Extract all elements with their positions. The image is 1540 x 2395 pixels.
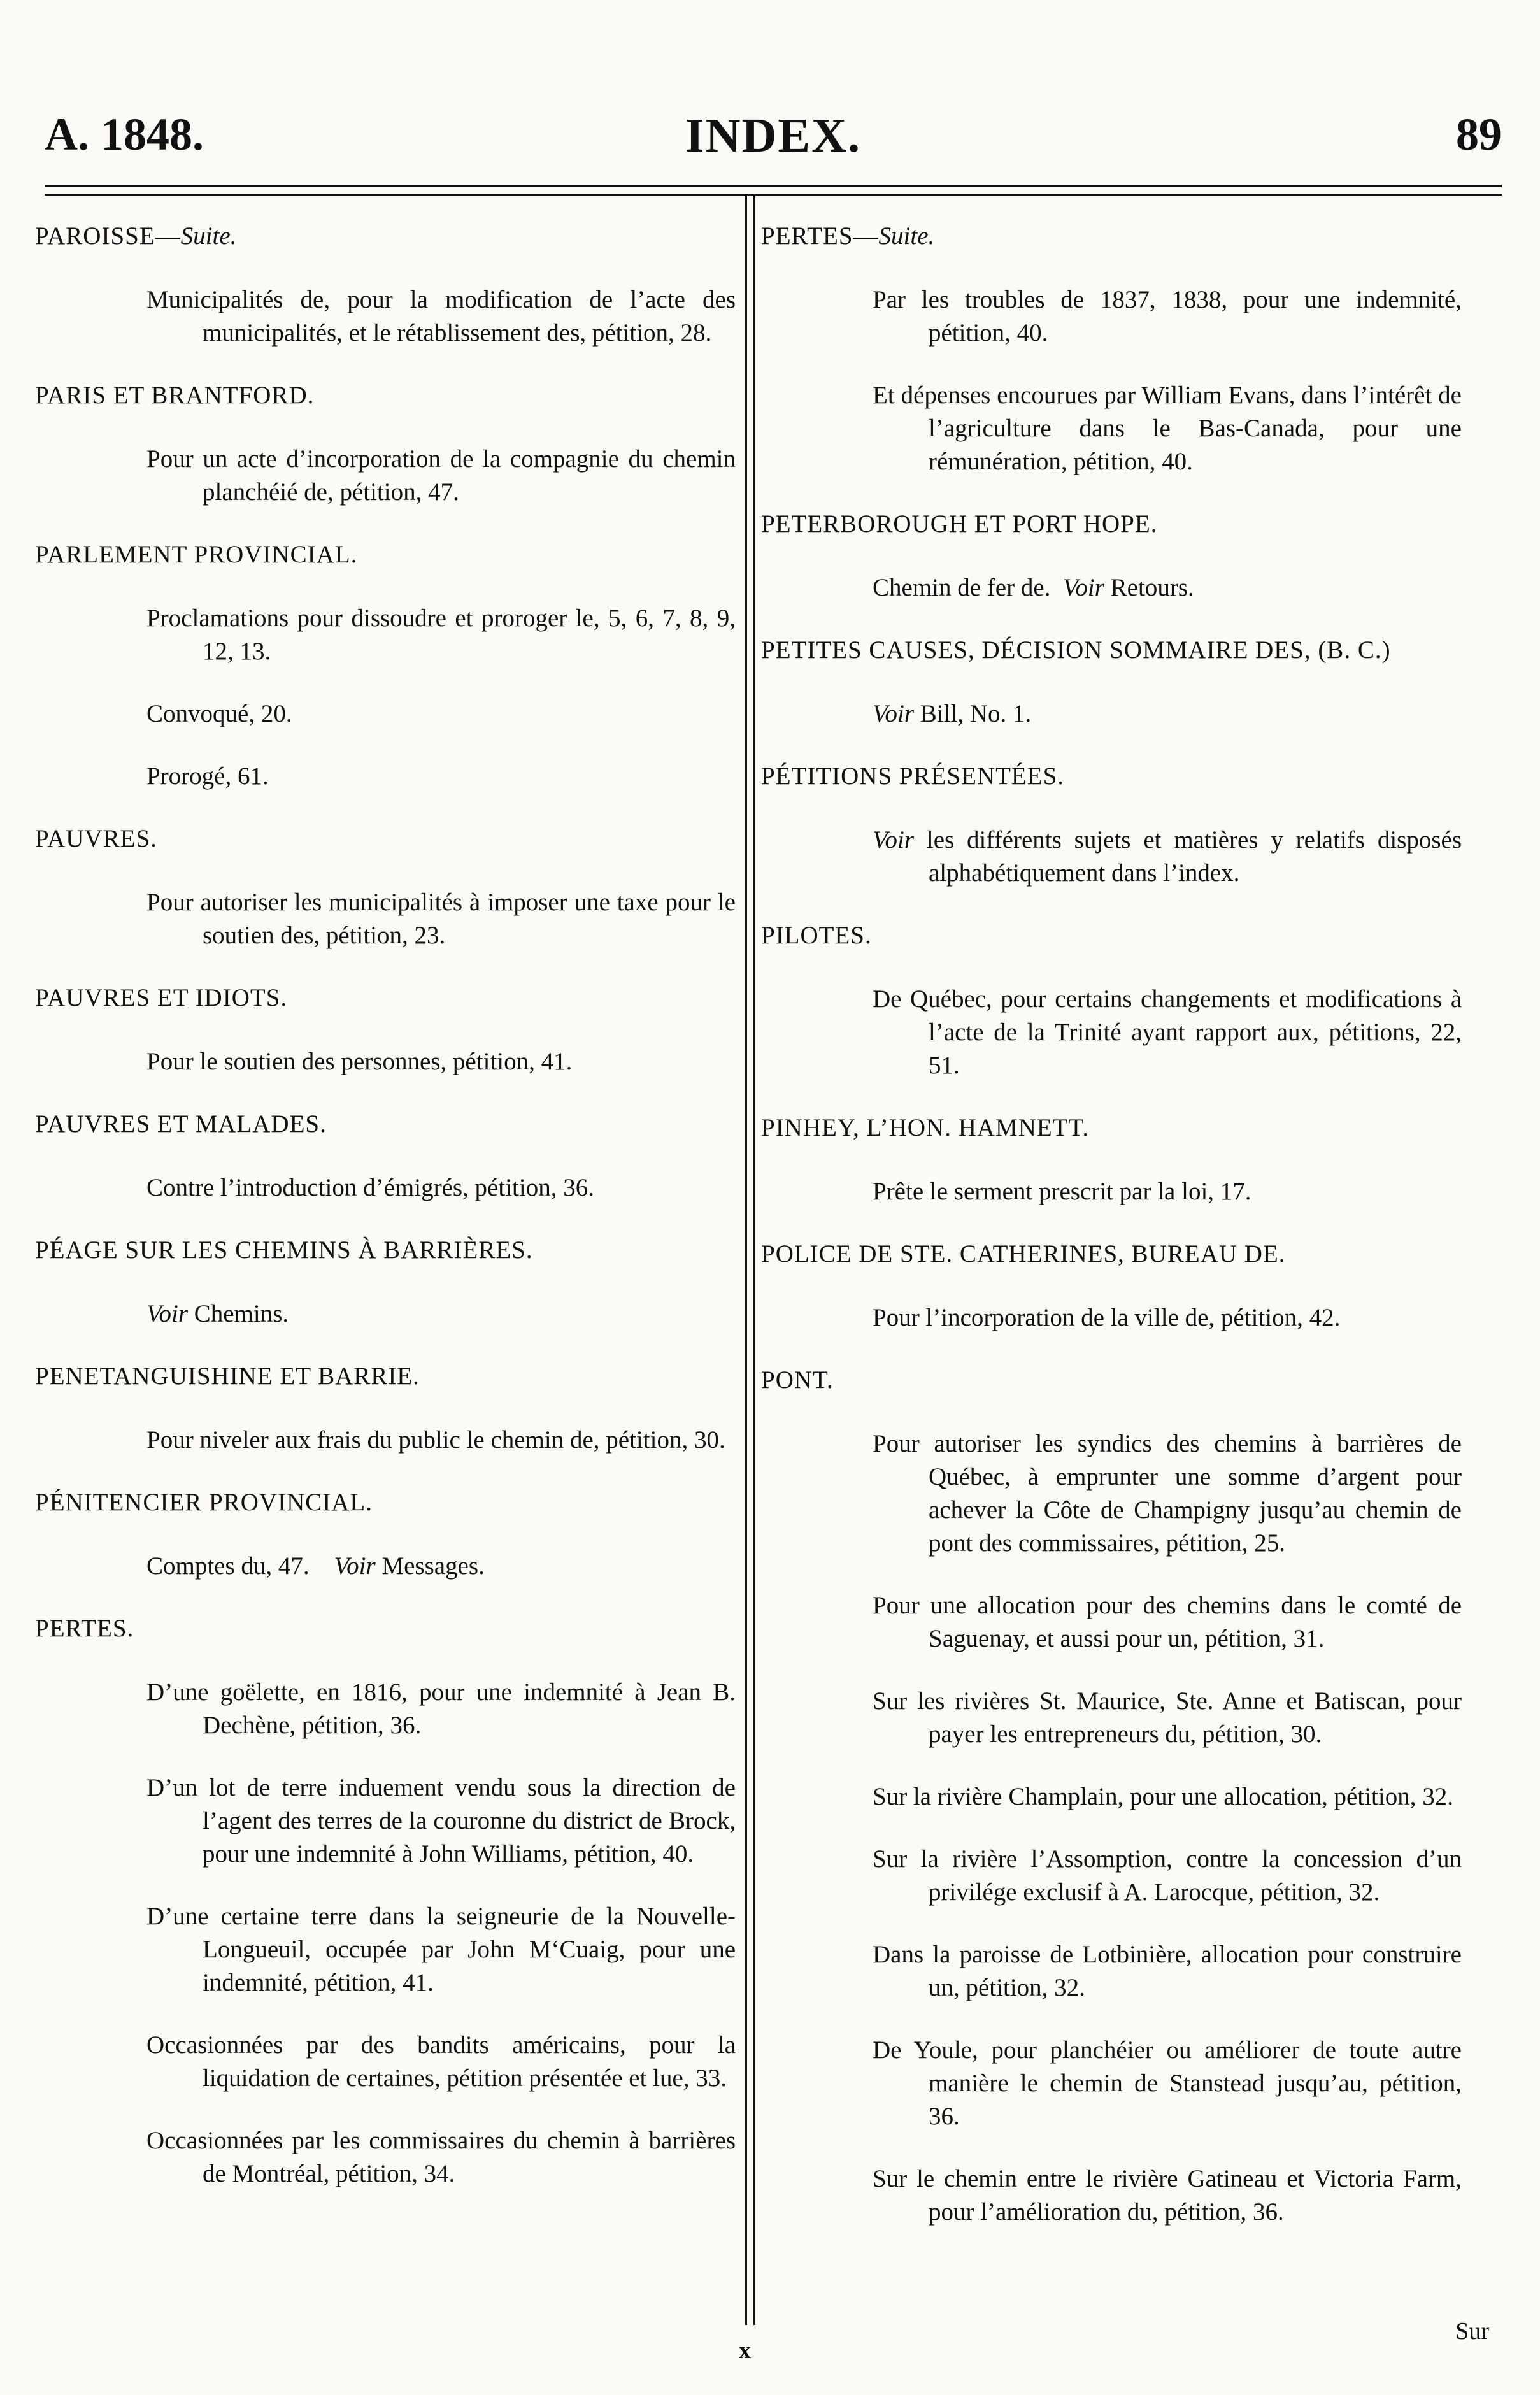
index-entry: De Québec, pour certains changements et modifications à l’acte de la Trinité ayant rapport aux, pétitions, 22, 51. [873, 985, 1462, 1079]
index-entry: Proclamations pour dissoudre et proroger le, 5, 6, 7, 8, 9, 12, 13. [146, 604, 736, 665]
page-header [45, 102, 1502, 172]
index-entry: Contre l’introduction d’émigrés, pétition, 36. [146, 1174, 594, 1201]
index-entry: Prête le serment prescrit par la loi, 17. [873, 1178, 1251, 1205]
index-entry: Par les troubles de 1837, 1838, pour une indemnité, pétition, 40. [873, 286, 1462, 347]
index-heading: PÉNITENCIER PROVINCIAL. [35, 1489, 373, 1516]
left-column [35, 220, 736, 2220]
index-entry: Pour autoriser les municipalités à imposer une taxe pour le soutien des, pétition, 23. [146, 889, 736, 949]
index-heading: PAUVRES ET IDIOTS. [35, 984, 288, 1012]
index-entry: Pour l’incorporation de la ville de, pétition, 42. [873, 1304, 1341, 1331]
index-entry: Dans la paroisse de Lotbinière, allocation pour construire un, pétition, 32. [873, 1941, 1462, 2001]
index-heading: PERTES. [35, 1615, 134, 1642]
index-entry: Voir Chemins. [146, 1300, 289, 1327]
index-heading: PONT. [761, 1366, 834, 1394]
index-entry: Voir les différents sujets et matières y relatifs disposés alphabétiquement dans l’index. [873, 826, 1462, 887]
catchword: Sur [1455, 2318, 1489, 2345]
index-heading: PÉAGE SUR LES CHEMINS À BARRIÈRES. [35, 1236, 533, 1264]
right-column [761, 220, 1462, 2258]
header-rule-bottom [45, 194, 1502, 196]
index-heading: PETITES CAUSES, DÉCISION SOMMAIRE DES, (B. C.) [761, 636, 1391, 664]
index-heading: PARLEMENT PROVINCIAL. [35, 541, 358, 568]
index-heading: PILOTES. [761, 922, 872, 949]
page-number: 89 [1456, 109, 1502, 160]
index-entry: Et dépenses encourues par William Evans, dans l’intérêt de l’agriculture dans le Bas-Canada, pour une rémunération, pétition, 40. [873, 382, 1462, 475]
index-entry: Chemin de fer de. Voir Retours. [873, 574, 1194, 601]
index-heading: PAROISSE—Suite. [35, 222, 237, 250]
index-entry: Occasionnées par les commissaires du chemin à barrières de Montréal, pétition, 34. [146, 2127, 736, 2187]
index-entry: Municipalités de, pour la modification de l’acte des municipalités, et le rétablissement des, pétition, 28. [146, 286, 736, 347]
header-rule-top [45, 185, 1502, 187]
index-entry: Pour une allocation pour des chemins dans le comté de Saguenay, et aussi pour un, pétition, 31. [873, 1592, 1462, 1652]
index-heading: PENETANGUISHINE ET BARRIE. [35, 1362, 420, 1390]
index-heading: PAUVRES. [35, 825, 157, 852]
index-entry: Sur la rivière l’Assomption, contre la concession d’un privilége exclusif à A. Larocque, pétition, 32. [873, 1845, 1462, 1906]
index-heading: PETERBOROUGH ET PORT HOPE. [761, 510, 1158, 538]
index-entry: Voir Bill, No. 1. [873, 700, 1032, 727]
index-heading: PARIS ET BRANTFORD. [35, 382, 315, 409]
page-title: INDEX. [685, 109, 861, 162]
index-entry: Prorogé, 61. [146, 762, 269, 790]
index-entry: De Youle, pour planchéier ou améliorer de toute autre manière le chemin de Stanstead jusqu’au, pétition, 36. [873, 2036, 1462, 2130]
index-entry: Pour un acte d’incorporation de la compagnie du chemin planchéié de, pétition, 47. [146, 445, 736, 506]
column-divider [745, 194, 755, 2325]
index-heading: PAUVRES ET MALADES. [35, 1110, 327, 1138]
index-entry: Comptes du, 47. Voir Messages. [146, 1552, 485, 1580]
index-entry: D’une certaine terre dans la seigneurie de la Nouvelle-Longueuil, occupée par John M‘Cuaig, pour une indemnité, pétition, 41. [146, 1903, 736, 1996]
index-entry: Pour niveler aux frais du public le chemin de, pétition, 30. [146, 1426, 725, 1454]
index-entry: Sur le chemin entre le rivière Gatineau et Victoria Farm, pour l’amélioration du, pétition, 36. [873, 2165, 1462, 2226]
index-entry: Sur les rivières St. Maurice, Ste. Anne et Batiscan, pour payer les entrepreneurs du, pétition, 30. [873, 1687, 1462, 1748]
index-heading: PERTES—Suite. [761, 222, 935, 250]
index-heading: POLICE DE STE. CATHERINES, BUREAU DE. [761, 1240, 1286, 1268]
index-entry: Pour le soutien des personnes, pétition, 41. [146, 1048, 573, 1075]
index-entry: Sur la rivière Champlain, pour une allocation, pétition, 32. [873, 1783, 1453, 1810]
index-entry: D’une goëlette, en 1816, pour une indemnité à Jean B. Dechène, pétition, 36. [146, 1678, 736, 1739]
signature-mark: x [739, 2337, 751, 2364]
header-year: A. 1848. [45, 109, 204, 160]
index-entry: Pour autoriser les syndics des chemins à barrières de Québec, à emprunter une somme d’argent pour achever la Côte de Champigny jusqu’au chemin de pont des commissaires, pétition, 25. [873, 1430, 1462, 1557]
index-heading: PINHEY, L’HON. HAMNETT. [761, 1114, 1090, 1141]
index-entry: Convoqué, 20. [146, 700, 292, 727]
index-entry: D’un lot de terre induement vendu sous la direction de l’agent des terres de la couronne du district de Brock, pour une indemnité à John Williams, pétition, 40. [146, 1774, 736, 1868]
index-heading: PÉTITIONS PRÉSENTÉES. [761, 762, 1065, 790]
index-entry: Occasionnées par des bandits américains, pour la liquidation de certaines, pétition présentée et lue, 33. [146, 2031, 736, 2092]
